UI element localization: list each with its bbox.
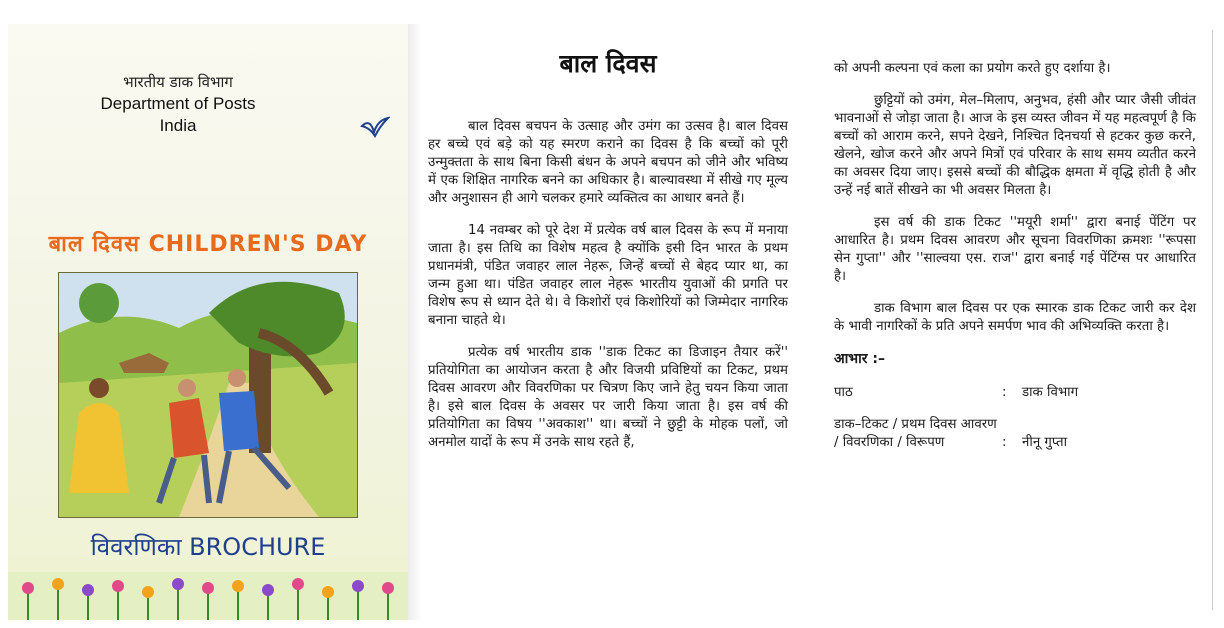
country-name: India: [159, 116, 197, 135]
paragraph: 14 नवम्बर को पूरे देश में प्रत्येक वर्ष बाल दिवस के रूप में मनाया जाता है। इस तिथि का विशेष महत्व है क्योंकि इसी दिन भारत के प्रथम प्रधानमंत्री, पंडित जवाहर लाल नेहरू, जिन्हें बच्चों से बेहद प्यार था, का जन्म हुआ था। पंडित जवाहर लाल नेहरू भारतीय युवाओं की प्रगति पर विशेष रूप से ध्यान देते थे। वे किशोरों एवं किशोरियों को जिम्मेदार नागरिक बनाना चाहते थे।: [428, 223, 788, 328]
paragraph: इस वर्ष की डाक टिकट ''मयूरी शर्मा'' द्वारा बनाई पेंटिंग पर आधारित है। प्रथम दिवस आवरण और सूचना विवरणिका क्रमशः ''रूपसा सेन गुप्ता'' और ''साल्वया एस. राज'' द्वारा बनाई गई पेंटिंग्स पर आधारित है।: [834, 215, 1196, 284]
brochure-cover: [8, 24, 408, 620]
department-name-english: Department of Posts: [100, 94, 256, 113]
india-post-logo-icon: [360, 116, 390, 138]
credit-row: [834, 416, 1196, 452]
cover-title: बाल दिवस CHILDREN'S DAY: [48, 232, 368, 257]
paragraph: डाक विभाग बाल दिवस पर एक स्मारक डाक टिकट जारी कर देश के भावी नागरिकों के प्रति अपने समर्पण भाव की अभिव्यक्ति करता है।: [834, 301, 1196, 334]
department-name-hindi: भारतीय डाक विभाग: [123, 73, 233, 91]
brochure-label: विवरणिका BROCHURE: [90, 533, 326, 561]
credit-value: नीनू गुप्ता: [1022, 435, 1068, 450]
credit-separator: :: [1002, 435, 1007, 450]
credit-value: डाक विभाग: [1022, 385, 1079, 400]
credit-label: डाक–टिकट / प्रथम दिवस आवरण / विवरणिका / विरूपण: [834, 417, 997, 450]
paragraph: बाल दिवस बचपन के उत्साह और उमंग का उत्सव है। बाल दिवस हर बच्चे एवं बड़े को यह स्मरण कराने का दिवस है कि बच्चों को पूरी उन्मुक्तता के साथ बिना किसी बंधन के अपने बचपन को जीने और भविष्य में एक शिक्षित नागरिक बनने का अधिकार है। बाल्यावस्था में सीखे गए मूल्य और अनुशासन ही आगे चलकर हमारे व्यक्तित्व का आधार बनते हैं।: [428, 119, 788, 206]
text-column-right: [834, 60, 1196, 466]
acknowledgement-heading: आभार :–: [834, 351, 885, 367]
paragraph: प्रत्येक वर्ष भारतीय डाक ''डाक टिकट का डिजाइन तैयार करें'' प्रतियोगिता का आयोजन करता है और विजयी प्रविष्टियों का टिकट, प्रथम दिवस आवरण और विवरणिका पर चित्रण किए जाने हेतु चयन किया जाता है। इसे बाल दिवस के अवसर पर जारी किया जाता है। इस वर्ष की प्रतियोगिता का विषय ''अवकाश'' था। बच्चों ने छुट्टी के मोहक पलों, जो अनमोल यादों के रूप में उनके साथ रहते हैं,: [428, 345, 788, 450]
text-column-left: [428, 118, 788, 466]
page-fold-shadow: [408, 24, 422, 620]
flower-border-decoration: [8, 572, 408, 620]
children-painting-image: [58, 272, 358, 518]
paragraph: छुट्टियों को उमंग, मेल–मिलाप, अनुभव, हंसी और प्यार जैसी जीवंत भावनाओं से जोड़ा जाता है। आज के इस व्यस्त जीवन में यह महत्वपूर्ण है कि बच्चों को आराम करने, सपने देखने, निश्चित दिनचर्या से हटकर कुछ करने, खेलने, खोज करने और अपने मित्रों एवं परिवार के साथ समय व्यतीत करने का अवसर दिया जाए। इससे बच्चों की बौद्धिक क्षमता में वृद्धि होती है और उन्हें नई बातें सीखने का भी अवसर मिलता है।: [834, 93, 1196, 198]
paragraph: को अपनी कल्पना एवं कला का प्रयोग करते हुए दर्शाया है।: [834, 61, 1111, 76]
credit-separator: :: [1002, 385, 1007, 400]
page-title: बाल दिवस: [559, 49, 657, 78]
credit-row: [834, 384, 1196, 402]
page-edge-line: [1212, 30, 1213, 610]
credit-label: पाठ: [834, 385, 853, 400]
